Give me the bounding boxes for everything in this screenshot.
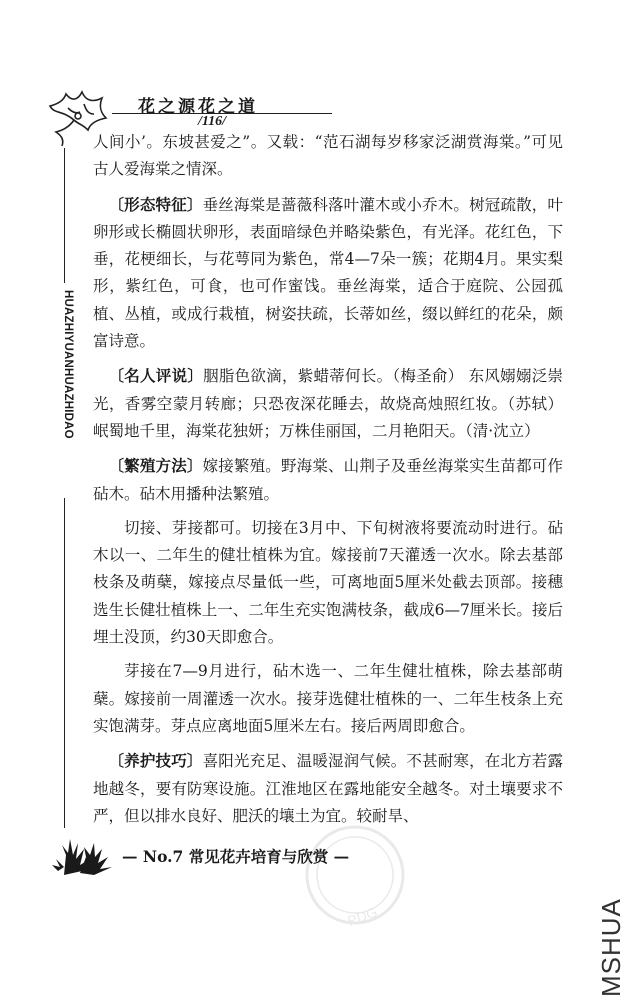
brand-watermark: MSHUA: [596, 898, 626, 997]
paragraph: [93, 362, 563, 445]
paragraph: [93, 191, 563, 356]
side-rule-bottom: [64, 498, 65, 828]
side-rule-top: [64, 148, 65, 283]
section-heading: 〔形态特征〕: [108, 194, 203, 214]
leaf-ornament-icon: [50, 825, 120, 877]
page-number: /116/: [198, 114, 227, 129]
watermark-text: PDG: [345, 903, 380, 929]
paragraph: [93, 452, 563, 508]
paragraph-text: 胭脂色欲滴，紫蜡蒂何长。（梅圣俞） 东风嫋嫋泛崇光，香雾空蒙月转廊；只恐夜深花睡去，故烧高烛照红妆。（苏轼）岷蜀地千里，海棠花独妍；万株佳丽国，二月艳阳天。（清·沈立）: [93, 367, 563, 440]
running-header-title: 花之源花之道: [138, 97, 258, 117]
paragraph-text: 垂丝海棠是蔷薇科落叶灌木或小乔木。树冠疏散，叶卵形或长椭圆状卵形，表面暗绿色并略染紫色，有光泽。花红色，下垂，花梗细长，与花萼同为紫色，常4—7朵一簇；花期4月。果实梨形，紫红色，可食，也可作蜜饯。垂丝海棠，适合于庭院、公园孤植、丛植，或成行栽植，树姿扶疏，长蒂如丝，缀以鲜红的花朵，颇富诗意。: [93, 195, 563, 351]
footer-series-title: — No.7 常见花卉培育与欣赏 —: [122, 847, 350, 866]
body-text: [93, 129, 563, 837]
paragraph: 芽接在7—9月进行，砧木选一、二年生健壮植株，除去基部萌蘖。嫁接前一周灌透一次水。接芽选健壮植株的一、二年生枝条上充实饱满芽。芽点应离地面5厘米左右。接后两周即愈合。: [93, 662, 563, 735]
paragraph-text: 嫁接繁殖。野海棠、山荆子及垂丝海棠实生苗都可作砧木。砧木用播种法繁殖。: [93, 457, 563, 503]
section-heading: 〔名人评说〕: [108, 366, 204, 386]
paragraph-text: 喜阳光充足、温暖湿润气候。不甚耐寒，在北方若露地越冬，要有防寒设施。江淮地区在露地能安全越冬。对土壤要求不严，但以排水良好、肥沃的壤土为宜。较耐旱、: [93, 752, 563, 825]
side-running-title: HUAZHIYUANHUAZHIDAO: [62, 290, 74, 439]
section-heading: 〔养护技巧〕: [108, 751, 203, 771]
paragraph: [93, 747, 563, 830]
section-heading: 〔繁殖方法〕: [108, 456, 203, 476]
paragraph: 人间小’。东坡甚爱之”。又载：“范石湖每岁移家泛湖赏海棠。”可见古人爱海棠之情深。: [93, 133, 563, 179]
paragraph: 切接、芽接都可。切接在3月中、下旬树液将要流动时进行。砧木以一、二年生的健壮植株为宜。嫁接前7天灌透一次水。除去基部枝条及萌蘖，嫁接点尽量低一些，可离地面5厘米处截去顶部。接穗选生长健壮植株上一、二年生充实饱满枝条，截成6—7厘米长。接后埋土没顶，约30天即愈合。: [93, 518, 563, 647]
watermark-seal: [280, 820, 430, 940]
